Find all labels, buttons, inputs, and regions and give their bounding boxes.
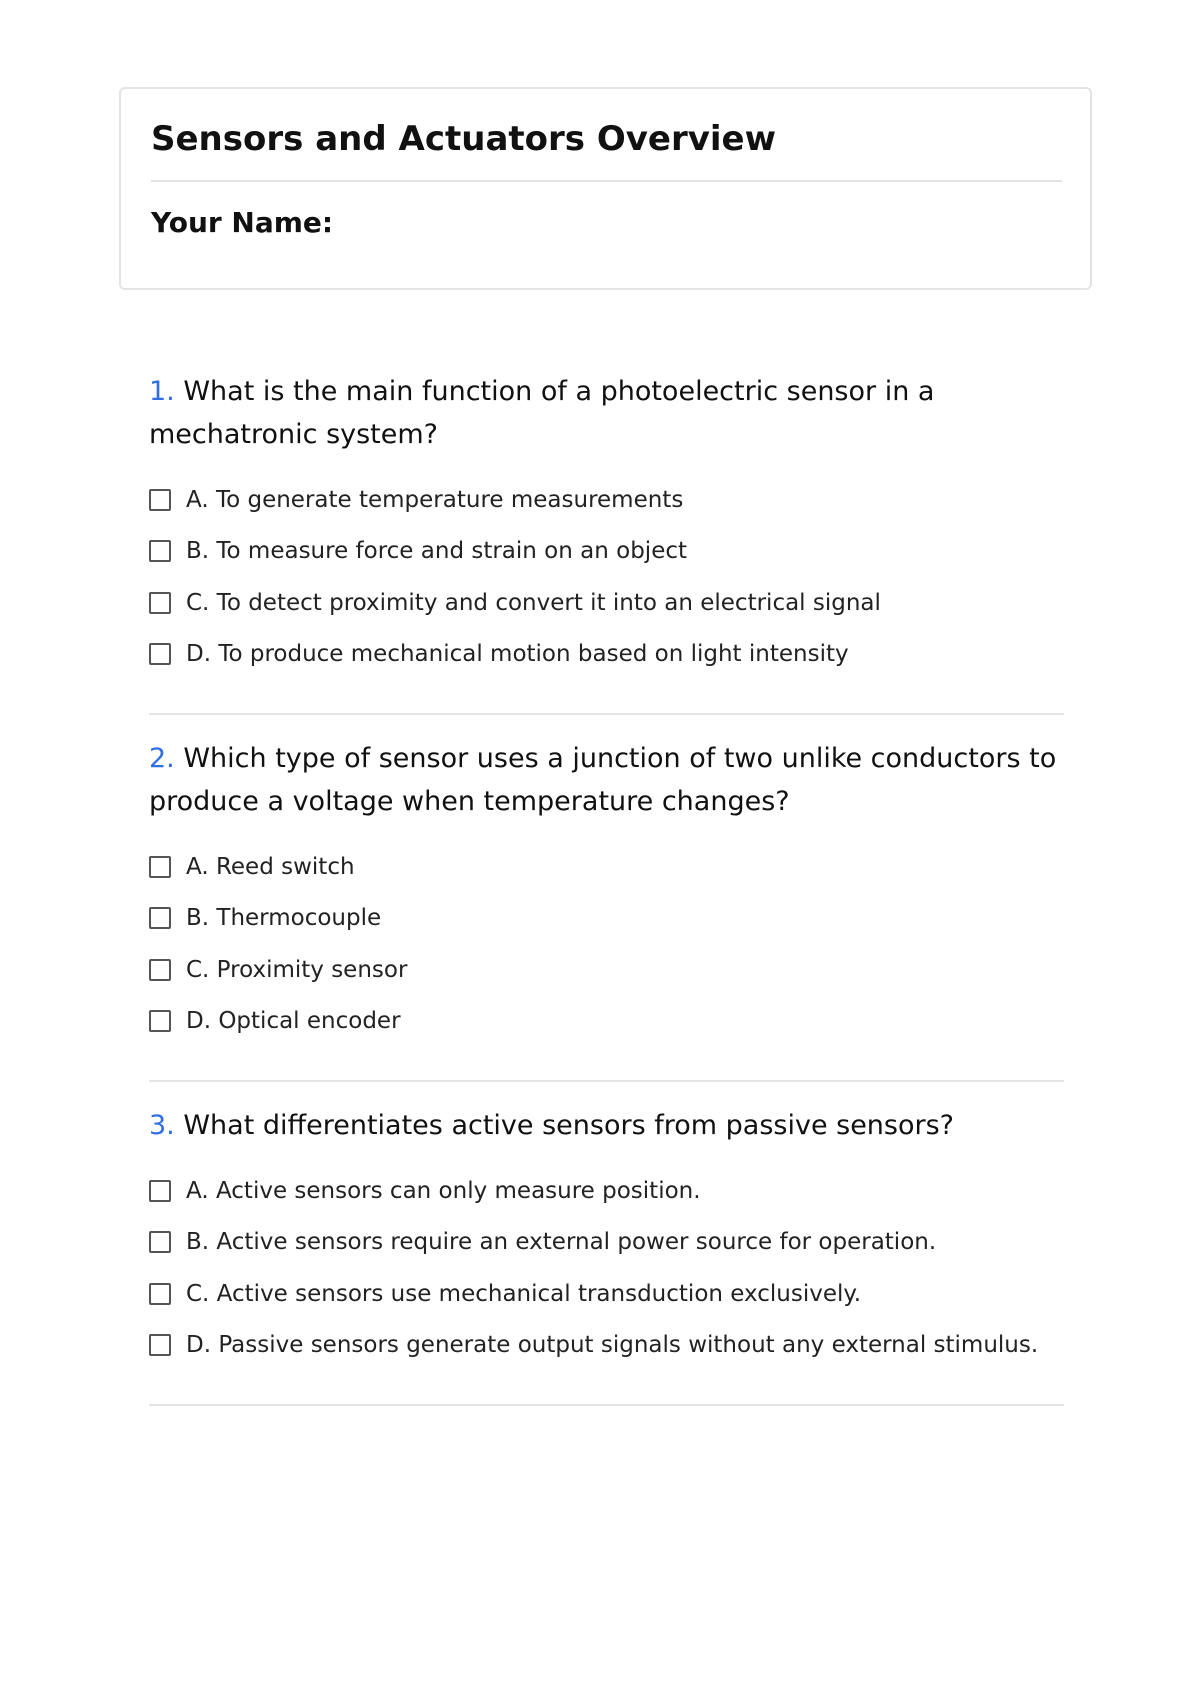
question-prompt: What differentiates active sensors from passive sensors? <box>183 1110 955 1141</box>
checkbox[interactable] <box>149 1283 171 1305</box>
option-a[interactable] <box>149 1165 1064 1217</box>
question-text <box>149 370 1064 456</box>
header-card <box>119 87 1092 290</box>
option-d[interactable] <box>149 1320 1064 1372</box>
checkbox[interactable] <box>149 489 171 511</box>
checkbox[interactable] <box>149 1010 171 1032</box>
option-b[interactable] <box>149 893 1064 945</box>
option-c[interactable] <box>149 577 1064 629</box>
question-1 <box>149 370 1064 680</box>
page-title: Sensors and Actuators Overview <box>151 119 777 159</box>
option-label: D. Passive sensors generate output signals without any external stimulus. <box>186 1332 1039 1359</box>
checkbox[interactable] <box>149 592 171 614</box>
question-3 <box>149 1104 1064 1371</box>
answer-options <box>149 474 1064 680</box>
question-text <box>149 737 1064 823</box>
checkbox[interactable] <box>149 856 171 878</box>
option-label: B. Active sensors require an external power source for operation. <box>186 1229 937 1256</box>
option-b[interactable] <box>149 526 1064 578</box>
answer-options <box>149 841 1064 1047</box>
option-label: B. Thermocouple <box>186 905 382 932</box>
question-number: 2. <box>149 743 175 774</box>
checkbox[interactable] <box>149 1180 171 1202</box>
option-label: C. Proximity sensor <box>186 956 408 983</box>
option-label: C. Active sensors use mechanical transduction exclusively. <box>186 1280 862 1307</box>
option-b[interactable] <box>149 1217 1064 1269</box>
question-text <box>149 1104 1064 1147</box>
option-a[interactable] <box>149 841 1064 893</box>
question-divider <box>149 1080 1064 1082</box>
checkbox[interactable] <box>149 643 171 665</box>
answer-options <box>149 1165 1064 1371</box>
question-number: 3. <box>149 1110 175 1141</box>
option-label: B. To measure force and strain on an object <box>186 538 688 565</box>
question-prompt: Which type of sensor uses a junction of two unlike conductors to produce a voltage when temperature changes? <box>149 743 1057 817</box>
question-2 <box>149 737 1064 1047</box>
name-label: Your Name: <box>151 206 334 239</box>
checkbox[interactable] <box>149 959 171 981</box>
checkbox[interactable] <box>149 1334 171 1356</box>
title-divider <box>151 180 1062 182</box>
question-divider <box>149 1404 1064 1406</box>
checkbox[interactable] <box>149 907 171 929</box>
option-d[interactable] <box>149 629 1064 681</box>
option-label: A. Active sensors can only measure position. <box>186 1177 701 1204</box>
option-c[interactable] <box>149 944 1064 996</box>
question-prompt: What is the main function of a photoelectric sensor in a mechatronic system? <box>149 376 935 450</box>
option-label: A. To generate temperature measurements <box>186 486 684 513</box>
question-divider <box>149 713 1064 715</box>
question-number: 1. <box>149 376 175 407</box>
option-label: A. Reed switch <box>186 853 355 880</box>
option-label: C. To detect proximity and convert it into an electrical signal <box>186 589 881 616</box>
option-c[interactable] <box>149 1268 1064 1320</box>
option-d[interactable] <box>149 996 1064 1048</box>
option-label: D. Optical encoder <box>186 1008 401 1035</box>
option-a[interactable] <box>149 474 1064 526</box>
checkbox[interactable] <box>149 1231 171 1253</box>
option-label: D. To produce mechanical motion based on light intensity <box>186 641 849 668</box>
checkbox[interactable] <box>149 540 171 562</box>
